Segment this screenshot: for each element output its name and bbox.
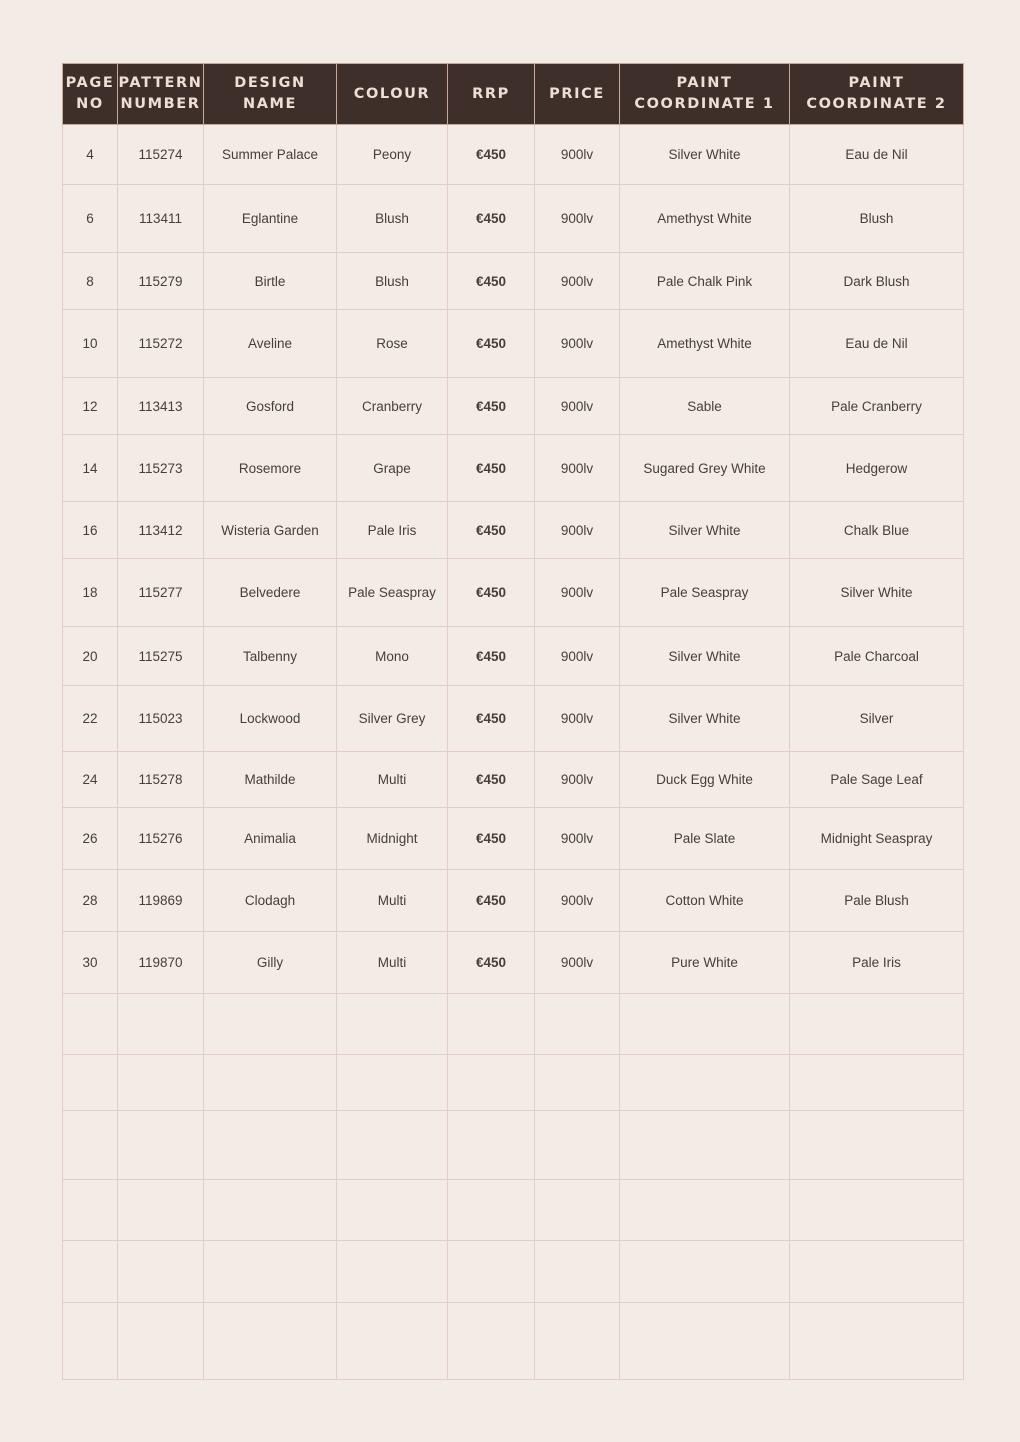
empty-cell [448,1180,535,1241]
header-row [63,64,964,125]
cell-design-name: Clodagh [204,870,337,932]
cell-pattern-number: 113412 [118,502,204,559]
cell-price: 900lv [535,502,620,559]
cell-colour: Grape [337,435,448,502]
cell-paint-coordinate-1: Silver White [620,627,790,686]
empty-cell [620,1111,790,1180]
empty-cell [204,1055,337,1111]
cell-colour: Pale Seaspray [337,559,448,627]
empty-cell [204,1111,337,1180]
cell-paint-coordinate-1: Amethyst White [620,310,790,378]
col-header-pattern-number: PATTERN NUMBER [118,64,204,125]
col-header-paint-coordinate-2: PAINT COORDINATE 2 [790,64,964,125]
empty-cell [790,1111,964,1180]
empty-cell [535,1303,620,1380]
cell-design-name: Animalia [204,808,337,870]
empty-cell [337,1111,448,1180]
empty-cell [620,1055,790,1111]
empty-cell [535,1241,620,1303]
cell-rrp: €450 [448,752,535,808]
cell-page-no: 30 [63,932,118,994]
empty-cell [118,1111,204,1180]
col-header-colour: COLOUR [337,64,448,125]
cell-paint-coordinate-2: Pale Sage Leaf [790,752,964,808]
cell-page-no: 18 [63,559,118,627]
cell-price: 900lv [535,808,620,870]
cell-colour: Mono [337,627,448,686]
table-row [63,125,964,185]
cell-paint-coordinate-2: Silver [790,686,964,752]
cell-price: 900lv [535,435,620,502]
table-row [63,502,964,559]
cell-paint-coordinate-1: Sugared Grey White [620,435,790,502]
cell-paint-coordinate-2: Pale Blush [790,870,964,932]
cell-design-name: Eglantine [204,185,337,253]
cell-rrp: €450 [448,808,535,870]
empty-cell [63,994,118,1055]
cell-price: 900lv [535,627,620,686]
cell-colour: Blush [337,253,448,310]
cell-paint-coordinate-1: Cotton White [620,870,790,932]
cell-colour: Blush [337,185,448,253]
cell-page-no: 22 [63,686,118,752]
cell-paint-coordinate-1: Pale Slate [620,808,790,870]
cell-price: 900lv [535,125,620,185]
table-row [63,686,964,752]
empty-cell [118,1055,204,1111]
empty-cell [118,1180,204,1241]
cell-page-no: 16 [63,502,118,559]
empty-cell [535,1111,620,1180]
cell-price: 900lv [535,559,620,627]
empty-cell [337,994,448,1055]
table-row [63,1180,964,1241]
empty-cell [448,1241,535,1303]
table-row [63,435,964,502]
cell-pattern-number: 115275 [118,627,204,686]
empty-cell [204,1303,337,1380]
cell-page-no: 14 [63,435,118,502]
table-row [63,559,964,627]
cell-rrp: €450 [448,870,535,932]
cell-pattern-number: 115277 [118,559,204,627]
cell-colour: Midnight [337,808,448,870]
cell-page-no: 8 [63,253,118,310]
cell-colour: Rose [337,310,448,378]
table-row [63,1303,964,1380]
cell-design-name: Mathilde [204,752,337,808]
empty-cell [118,1303,204,1380]
empty-cell [790,994,964,1055]
cell-page-no: 6 [63,185,118,253]
cell-pattern-number: 119870 [118,932,204,994]
empty-cell [535,994,620,1055]
cell-colour: Silver Grey [337,686,448,752]
empty-cell [790,1241,964,1303]
empty-cell [620,994,790,1055]
table-row [63,1241,964,1303]
empty-cell [204,1241,337,1303]
cell-rrp: €450 [448,932,535,994]
cell-page-no: 24 [63,752,118,808]
cell-paint-coordinate-2: Blush [790,185,964,253]
table-row [63,808,964,870]
cell-design-name: Rosemore [204,435,337,502]
empty-cell [337,1055,448,1111]
cell-page-no: 28 [63,870,118,932]
cell-paint-coordinate-2: Pale Charcoal [790,627,964,686]
cell-price: 900lv [535,185,620,253]
empty-cell [118,994,204,1055]
table-row [63,310,964,378]
cell-pattern-number: 115276 [118,808,204,870]
cell-paint-coordinate-2: Eau de Nil [790,125,964,185]
cell-paint-coordinate-2: Silver White [790,559,964,627]
empty-cell [63,1055,118,1111]
table-row [63,752,964,808]
col-header-price: PRICE [535,64,620,125]
cell-price: 900lv [535,752,620,808]
cell-rrp: €450 [448,627,535,686]
cell-rrp: €450 [448,125,535,185]
cell-paint-coordinate-2: Pale Iris [790,932,964,994]
empty-cell [448,994,535,1055]
cell-price: 900lv [535,310,620,378]
cell-colour: Multi [337,870,448,932]
empty-cell [337,1241,448,1303]
empty-cell [118,1241,204,1303]
table-body [63,125,964,1380]
cell-paint-coordinate-2: Eau de Nil [790,310,964,378]
cell-design-name: Gosford [204,378,337,435]
cell-price: 900lv [535,870,620,932]
table-row [63,870,964,932]
empty-cell [204,1180,337,1241]
cell-pattern-number: 115273 [118,435,204,502]
table-row [63,994,964,1055]
cell-design-name: Talbenny [204,627,337,686]
empty-cell [790,1180,964,1241]
empty-cell [204,994,337,1055]
cell-rrp: €450 [448,378,535,435]
cell-design-name: Lockwood [204,686,337,752]
cell-paint-coordinate-2: Midnight Seaspray [790,808,964,870]
table-row [63,932,964,994]
empty-cell [448,1303,535,1380]
table-row [63,1111,964,1180]
cell-paint-coordinate-1: Silver White [620,686,790,752]
cell-pattern-number: 119869 [118,870,204,932]
cell-colour: Peony [337,125,448,185]
cell-paint-coordinate-2: Pale Cranberry [790,378,964,435]
empty-cell [448,1055,535,1111]
table-row [63,1055,964,1111]
cell-page-no: 4 [63,125,118,185]
empty-cell [337,1303,448,1380]
empty-cell [620,1303,790,1380]
empty-cell [63,1241,118,1303]
cell-rrp: €450 [448,310,535,378]
cell-pattern-number: 115278 [118,752,204,808]
cell-price: 900lv [535,378,620,435]
cell-design-name: Aveline [204,310,337,378]
cell-design-name: Summer Palace [204,125,337,185]
cell-pattern-number: 113411 [118,185,204,253]
cell-rrp: €450 [448,435,535,502]
empty-cell [63,1303,118,1380]
col-header-design-name: DESIGN NAME [204,64,337,125]
cell-pattern-number: 115023 [118,686,204,752]
empty-cell [790,1055,964,1111]
cell-colour: Pale Iris [337,502,448,559]
col-header-paint-coordinate-1: PAINT COORDINATE 1 [620,64,790,125]
cell-paint-coordinate-1: Duck Egg White [620,752,790,808]
empty-cell [63,1180,118,1241]
cell-paint-coordinate-1: Amethyst White [620,185,790,253]
table-row [63,253,964,310]
table-row [63,185,964,253]
table-row [63,627,964,686]
cell-paint-coordinate-1: Pure White [620,932,790,994]
cell-page-no: 12 [63,378,118,435]
price-list-table [62,63,964,1380]
col-header-page-no: PAGE NO [63,64,118,125]
cell-paint-coordinate-2: Hedgerow [790,435,964,502]
cell-design-name: Gilly [204,932,337,994]
cell-rrp: €450 [448,185,535,253]
cell-page-no: 26 [63,808,118,870]
cell-pattern-number: 115279 [118,253,204,310]
cell-paint-coordinate-2: Chalk Blue [790,502,964,559]
empty-cell [63,1111,118,1180]
cell-pattern-number: 115274 [118,125,204,185]
cell-pattern-number: 113413 [118,378,204,435]
cell-rrp: €450 [448,686,535,752]
cell-rrp: €450 [448,559,535,627]
empty-cell [535,1055,620,1111]
empty-cell [337,1180,448,1241]
cell-paint-coordinate-1: Sable [620,378,790,435]
cell-paint-coordinate-2: Dark Blush [790,253,964,310]
cell-rrp: €450 [448,502,535,559]
empty-cell [535,1180,620,1241]
empty-cell [448,1111,535,1180]
table-row [63,378,964,435]
empty-cell [620,1180,790,1241]
empty-cell [620,1241,790,1303]
cell-price: 900lv [535,686,620,752]
cell-paint-coordinate-1: Silver White [620,125,790,185]
col-header-rrp: RRP [448,64,535,125]
cell-paint-coordinate-1: Silver White [620,502,790,559]
cell-paint-coordinate-1: Pale Seaspray [620,559,790,627]
cell-colour: Multi [337,932,448,994]
empty-cell [790,1303,964,1380]
cell-page-no: 20 [63,627,118,686]
cell-paint-coordinate-1: Pale Chalk Pink [620,253,790,310]
cell-design-name: Belvedere [204,559,337,627]
cell-colour: Multi [337,752,448,808]
cell-design-name: Birtle [204,253,337,310]
cell-price: 900lv [535,932,620,994]
cell-design-name: Wisteria Garden [204,502,337,559]
cell-page-no: 10 [63,310,118,378]
cell-colour: Cranberry [337,378,448,435]
cell-rrp: €450 [448,253,535,310]
cell-price: 900lv [535,253,620,310]
cell-pattern-number: 115272 [118,310,204,378]
